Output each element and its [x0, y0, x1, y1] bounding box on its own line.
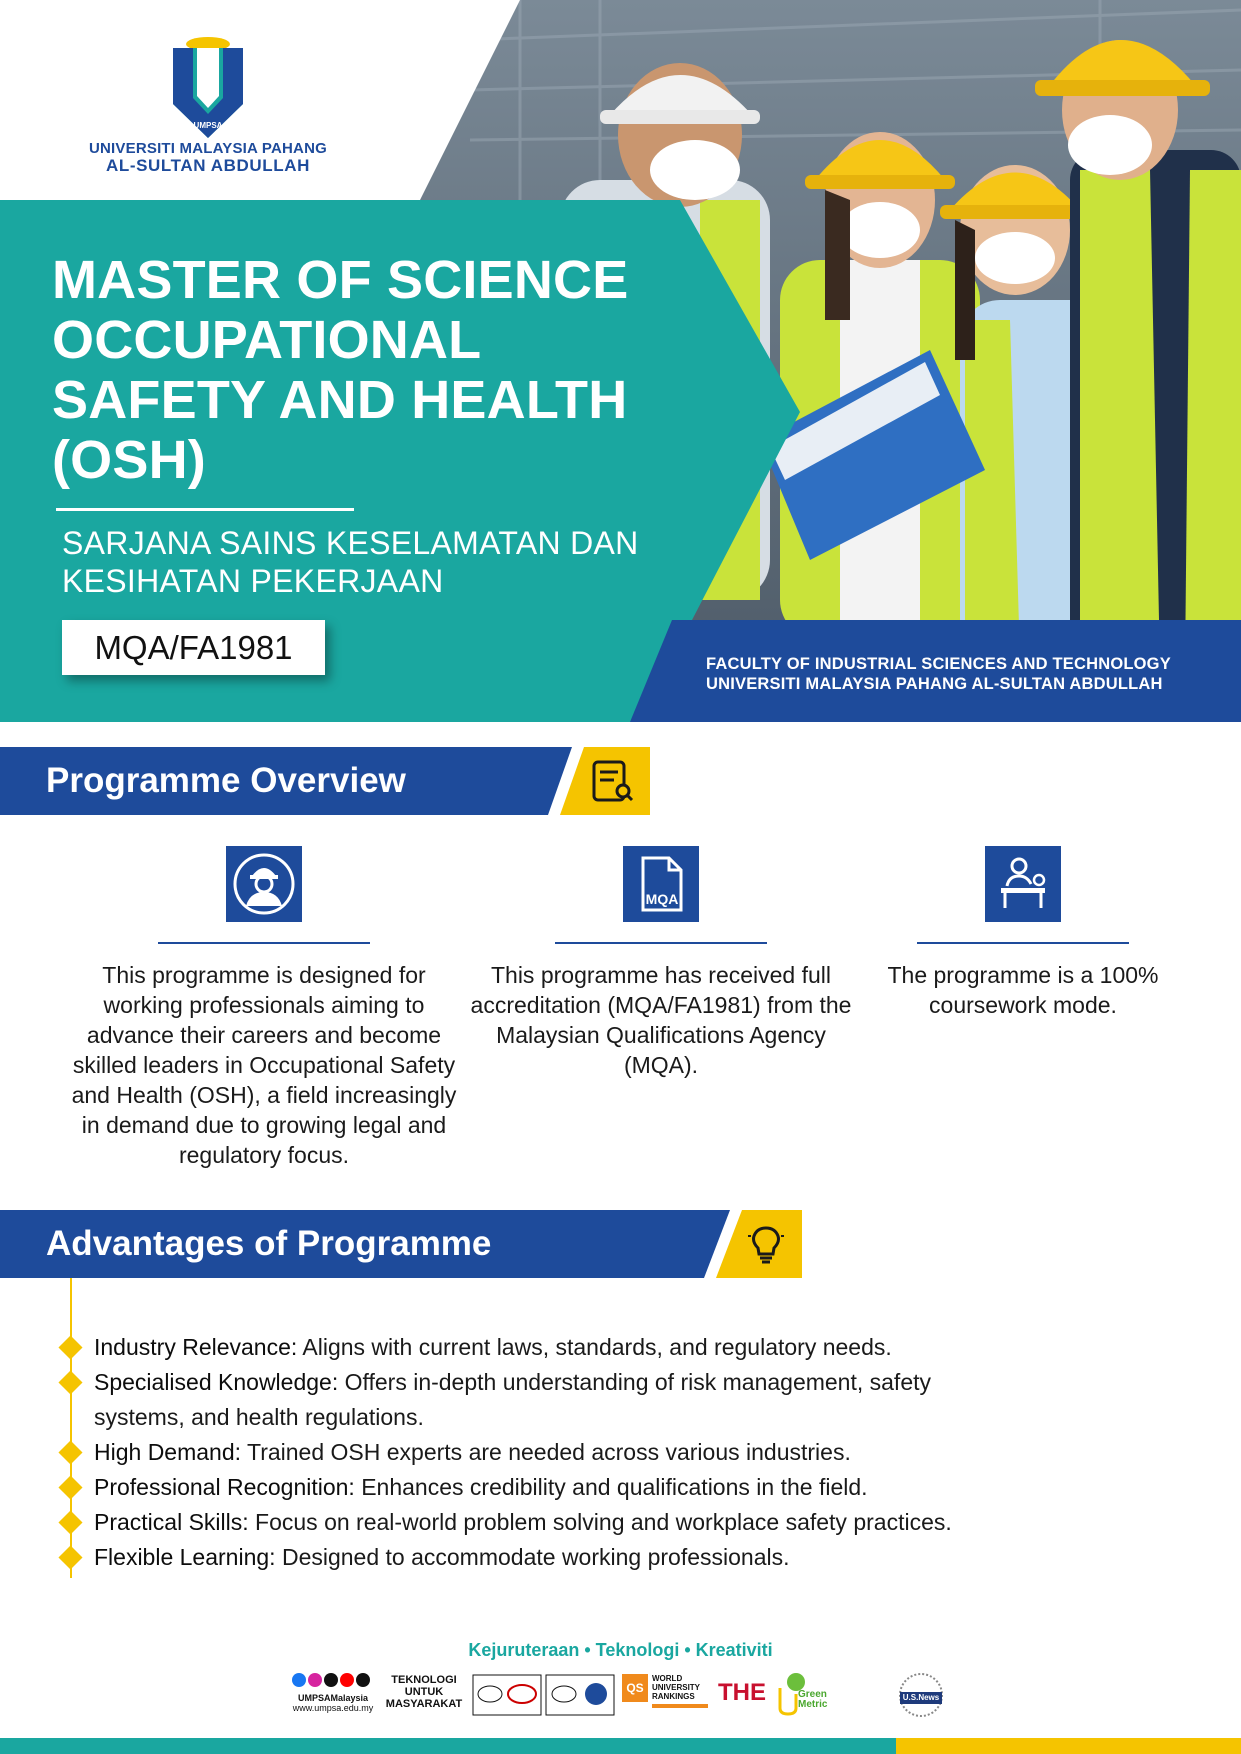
- list-item: [58, 1505, 1178, 1540]
- qs-label-line: WORLD: [652, 1674, 683, 1683]
- bottom-bar-yellow: [896, 1738, 1241, 1754]
- qs-label-line: UNIVERSITY: [652, 1683, 701, 1692]
- qs-label: [652, 1674, 700, 1701]
- greenmetric-label: [798, 1690, 827, 1710]
- faculty-line: UNIVERSITI MALAYSIA PAHANG AL-SULTAN ABDULLAH: [706, 675, 1163, 693]
- bottom-bar-teal: [0, 1738, 896, 1754]
- worker-helmet-icon: [232, 852, 296, 916]
- qs-ranking-logo: [622, 1674, 712, 1718]
- logo-caption: UMPSA: [193, 121, 223, 130]
- advantages-header: [0, 1210, 810, 1278]
- university-name-line1: UNIVERSITI MALAYSIA PAHANG: [88, 140, 327, 157]
- list-item: [58, 1540, 1178, 1575]
- faculty-name: [706, 654, 1226, 694]
- greenmetric-label-line: Metric: [798, 1699, 828, 1710]
- lightbulb-icon: [746, 1224, 786, 1266]
- mqa-document-icon: [629, 852, 693, 916]
- social-block: [290, 1672, 376, 1713]
- overview-text: The programme is a 100% coursework mode.: [887, 962, 1159, 1018]
- hero-banner: [0, 0, 1241, 722]
- title-divider: [56, 508, 354, 511]
- overview-divider: [158, 942, 370, 944]
- subtitle-line: KESIHATAN PEKERJAAN: [62, 563, 444, 599]
- mqa-code-badge: MQA/FA1981: [62, 620, 325, 675]
- usnews-logo: [894, 1672, 948, 1718]
- qs-underline: [652, 1704, 708, 1708]
- slogan-line: MASYARAKAT: [385, 1698, 463, 1710]
- university-name-line2: AL-SULTAN ABDULLAH: [105, 156, 311, 175]
- diamond-bullet-icon: [58, 1545, 82, 1569]
- advantage-text: Trained OSH experts are needed across various industries.: [241, 1439, 851, 1465]
- overview-divider: [555, 942, 767, 944]
- list-item: [58, 1365, 1178, 1435]
- advantage-text: Focus on real-world problem solving and workplace safety practices.: [248, 1509, 952, 1535]
- overview-icon-box: [226, 846, 302, 922]
- diamond-bullet-icon: [58, 1335, 82, 1359]
- advantage-title: Specialised Knowledge:: [94, 1369, 339, 1395]
- subtitle-line: SARJANA SAINS KESELAMATAN DAN: [62, 525, 639, 561]
- document-search-icon: [590, 759, 636, 805]
- programme-subtitle: [62, 524, 702, 600]
- advantage-text: Enhances credibility and qualifications in the field.: [354, 1474, 868, 1500]
- website-link[interactable]: www.umpsa.edu.my: [292, 1703, 374, 1713]
- overview-item: [452, 846, 870, 1080]
- social-handle: UMPSAMalaysia: [297, 1693, 369, 1703]
- overview-header: [0, 747, 660, 815]
- footer-logo-strip: [290, 1672, 950, 1722]
- advantage-text: Aligns with current laws, standards, and regulatory needs.: [297, 1334, 892, 1360]
- overview-divider: [917, 942, 1129, 944]
- advantages-heading: Advantages of Programme: [46, 1224, 492, 1263]
- advantage-text: Designed to accommodate working professionals.: [275, 1544, 790, 1570]
- list-item: [58, 1470, 1178, 1505]
- slogan-line: TEKNOLOGI: [391, 1674, 457, 1686]
- programme-title: [52, 250, 732, 490]
- certification-logos: [472, 1674, 616, 1718]
- qs-label-line: RANKINGS: [652, 1692, 695, 1701]
- footer-tagline: Kejuruteraan • Teknologi • Kreativiti: [468, 1640, 773, 1660]
- advantage-title: Professional Recognition:: [94, 1474, 355, 1500]
- the-ranking-logo: THE: [718, 1679, 766, 1706]
- faculty-line: FACULTY OF INDUSTRIAL SCIENCES AND TECHNOLOGY: [706, 655, 1171, 673]
- advantage-title: Practical Skills:: [94, 1509, 249, 1535]
- title-line: SAFETY AND HEALTH: [52, 370, 628, 430]
- umpsa-shield-icon: [167, 34, 249, 140]
- slogan-block: [382, 1674, 466, 1710]
- diamond-bullet-icon: [58, 1440, 82, 1464]
- overview-text: This programme is designed for working professionals aiming to advance their careers and become skilled leaders in Occupational Safety and Health (OSH), a field increasingly in demand due to growing legal and regulatory focus.: [71, 962, 457, 1168]
- qs-mark-icon: QS: [622, 1674, 648, 1702]
- advantage-title: Flexible Learning:: [94, 1544, 276, 1570]
- student-desk-icon: [991, 852, 1055, 916]
- overview-item: [820, 846, 1226, 1020]
- university-logo: [88, 34, 328, 174]
- advantage-text: Offers in-depth understanding of risk management, safety systems, and health regulations.: [94, 1369, 932, 1430]
- advantage-title: Industry Relevance:: [94, 1334, 298, 1360]
- list-item: [58, 1435, 1178, 1470]
- advantages-list: [58, 1330, 1178, 1575]
- title-line: OCCUPATIONAL: [52, 310, 482, 370]
- overview-icon-box: [985, 846, 1061, 922]
- usnews-label: U.S.News: [902, 1693, 940, 1702]
- overview-icon-box: [623, 846, 699, 922]
- list-item: [58, 1330, 1178, 1365]
- title-line: MASTER OF SCIENCE: [52, 250, 629, 310]
- social-media-icons: [291, 1672, 375, 1688]
- greenmetric-label-line: Green: [798, 1689, 827, 1700]
- mqa-icon-label: MQA: [645, 891, 679, 907]
- advantage-title: High Demand:: [94, 1439, 242, 1465]
- diamond-bullet-icon: [58, 1475, 82, 1499]
- overview-item: [54, 846, 474, 1170]
- overview-text: This programme has received full accreditation (MQA/FA1981) from the Malaysian Qualifications Agency (MQA).: [470, 962, 852, 1078]
- diamond-bullet-icon: [58, 1510, 82, 1534]
- slogan-line: UNTUK: [404, 1686, 444, 1698]
- diamond-bullet-icon: [58, 1370, 82, 1394]
- title-line: (OSH): [52, 430, 206, 490]
- greenmetric-logo: [776, 1672, 834, 1718]
- overview-heading: Programme Overview: [46, 761, 406, 800]
